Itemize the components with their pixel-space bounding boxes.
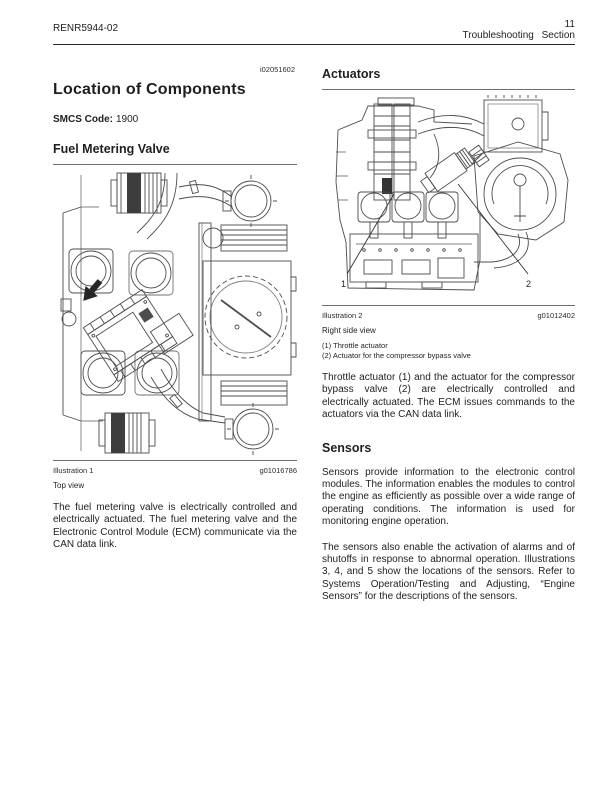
arrow-icon [77,276,106,306]
smcs-value: 1900 [116,114,139,125]
illustration-1-code: g01016786 [259,466,297,475]
engine-block-lower [350,234,478,288]
page-title: Location of Components [53,81,246,98]
callout-item-2: (2) Actuator for the compressor bypass valve [322,350,471,360]
actuators-paragraph: Throttle actuator (1) and the actuator for the compressor bypass valve (2) are electrically controlled and electrically actuated. The ECM issues commands to the actuators via the CAN data link. [322,372,575,421]
cylinder-pots [358,192,458,238]
top-left-ribbed-block [111,173,167,213]
smcs-label: SMCS Code: [53,114,113,125]
flywheel-housing [203,261,296,375]
bottom-right-turbo [221,381,287,455]
heading-sensors: Sensors [322,440,372,455]
illustration-2-caption [322,311,575,320]
engine-top-view-drawing [53,167,297,458]
two-column-layout [53,65,575,604]
section-title: Troubleshooting Section [462,29,575,41]
illustration-2-code: g01012402 [537,311,575,320]
sensors-paragraph-2: The sensors also enable the activation of alarms and of shutoffs in response to abnormal operation. Illustrations 3, 4, and 5 show the locations of the sensors. Refer to Systems Operation/Testing and Adjusting, “Engine Sensors” for the descriptions of the sensors. [322,541,575,603]
aftercooler-box [472,95,548,164]
callout-line-2 [458,184,528,274]
left-column [53,65,297,604]
left-intake-rings [69,249,179,395]
bottom-left-ribbed-block [99,413,155,453]
illustration-1-view: Top view [53,481,85,490]
document-number: RENR5944-02 [53,23,119,34]
sensors-paragraph-1: Sensors provide information to the electronic control modules. The information enables the modules to control the engine as efficiently as possible over a wide range of operating conditions. The information is used for monitoring engine operation. [322,466,575,528]
engine-right-side-view-drawing [322,92,575,303]
fuel-metering-paragraph: The fuel metering valve is electrically controlled and electrically actuated. The fuel metering valve and the Electronic Control Module (ECM) communicate via the CAN data link. [53,502,297,551]
page-number: 11 [564,19,575,30]
flywheel-housing [474,142,568,240]
smcs-code [53,114,297,125]
engine-outline [63,207,81,421]
callout-number-2: 2 [526,279,532,289]
illustration-1-frame [53,164,297,461]
intake-pipes [137,173,232,423]
left-port [62,312,76,326]
illustration-2-label: Illustration 2 [322,311,363,320]
callout-item-1: (1) Throttle actuator [322,341,388,350]
compressor-bypass-actuator [418,146,476,196]
article-code: i02051602 [259,65,295,74]
illustration-2-frame [322,89,575,306]
illustration-2-callout-list [322,341,575,360]
heading-actuators: Actuators [322,67,381,81]
illustration-1-caption [53,466,297,475]
page-header [53,20,575,45]
front-housing-towers [368,98,416,200]
header-right [463,20,575,41]
illustration-1-label: Illustration 1 [53,466,94,475]
callout-number-1: 1 [341,279,347,289]
subsection-title-fuel-metering-valve: Fuel Metering Valve [53,142,170,156]
illustration-2-view: Right side view [322,326,376,335]
right-ribbed-manifold [203,225,287,251]
top-right-turbo [223,175,277,227]
right-column [322,65,575,604]
